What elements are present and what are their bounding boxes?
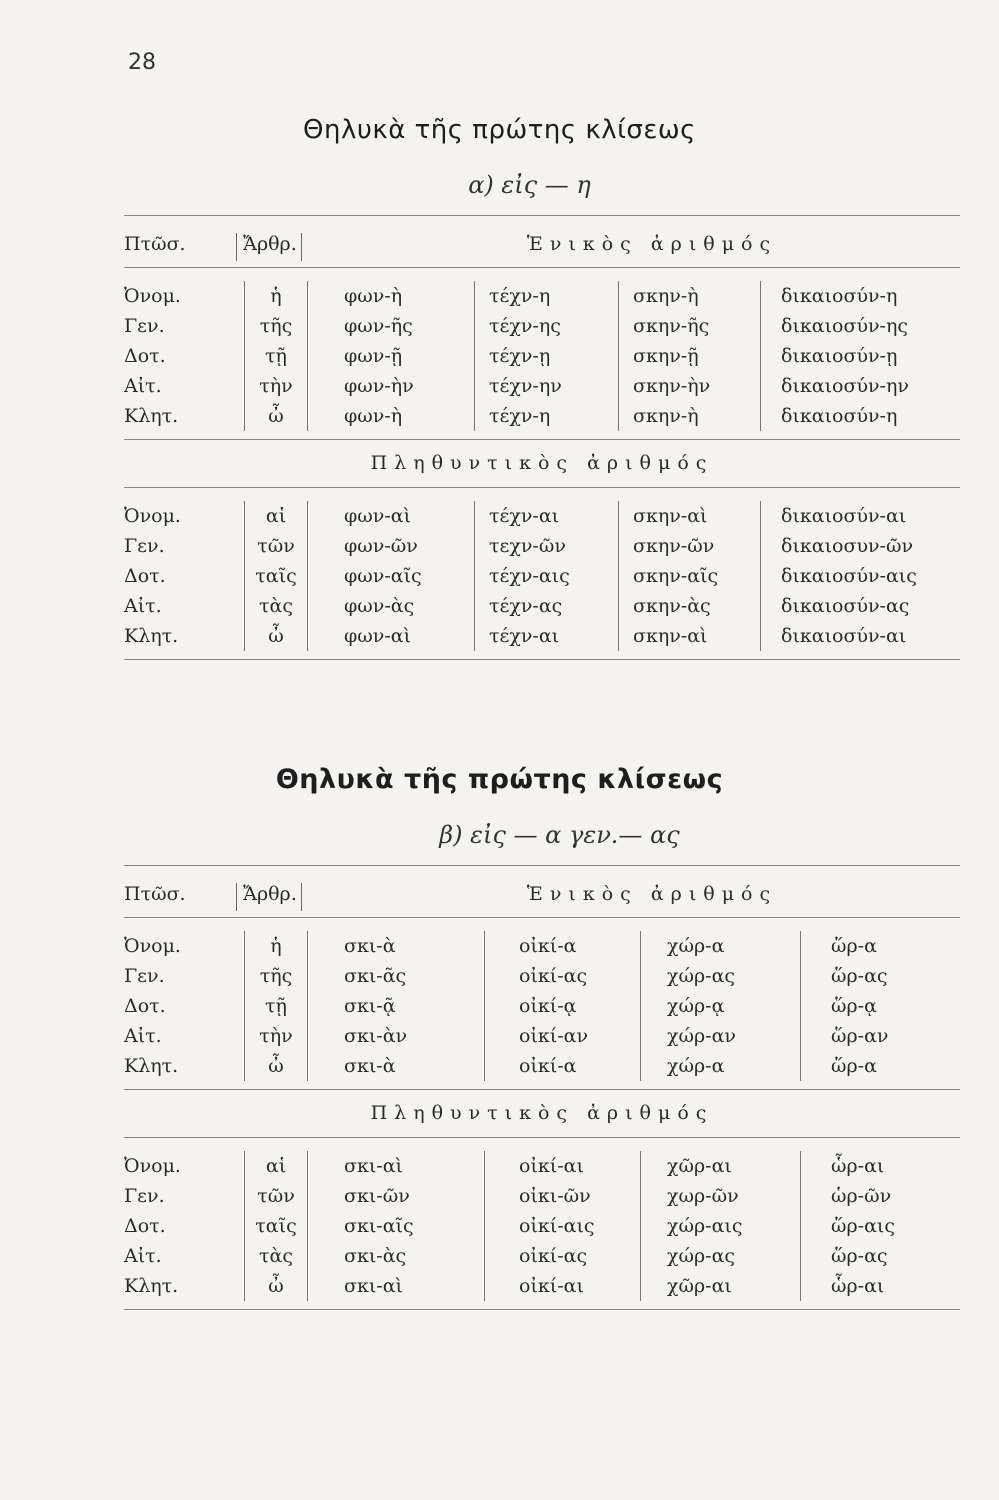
word-form-cell: σκι-ῶν	[344, 1185, 410, 1207]
table-row	[124, 341, 960, 371]
article-cell: αἱ	[244, 1151, 308, 1181]
case-label: Δοτ.	[124, 1215, 166, 1237]
word-form-cell: ὡρ-ῶν	[800, 1181, 891, 1211]
table-row	[124, 961, 960, 991]
word-form-cell: χώρ-ας	[640, 1241, 735, 1271]
word-form-cell: ὥρ-ας	[800, 961, 888, 991]
case-label: Ὀνομ.	[124, 505, 181, 527]
table-row	[124, 1181, 960, 1211]
word-form-cell: χώρ-ᾳ	[640, 991, 724, 1021]
table-row	[124, 1241, 960, 1271]
word-form-cell: οἰκί-α	[484, 1051, 576, 1081]
article-cell: τῆς	[244, 961, 308, 991]
word-form-cell: χώρ-αν	[640, 1021, 736, 1051]
article-cell: ὦ	[244, 1271, 308, 1301]
table-rule	[124, 1309, 960, 1310]
section-subtitle: α) εἰς — η	[468, 171, 591, 199]
case-label: Δοτ.	[124, 995, 166, 1017]
word-form-cell: σκι-ᾶς	[344, 965, 407, 987]
word-form-cell: χώρ-α	[640, 1051, 724, 1081]
table-row	[124, 1021, 960, 1051]
singular-rows	[124, 267, 960, 439]
word-form-cell: δικαιοσύν-η	[760, 401, 897, 431]
word-form-cell: τέχν-η	[474, 281, 550, 311]
case-label: Γεν.	[124, 1185, 165, 1207]
word-form-cell: ὥρ-ᾳ	[800, 991, 877, 1021]
word-form-cell: φων-ὴ	[344, 285, 403, 307]
case-label: Γεν.	[124, 315, 165, 337]
article-cell: αἱ	[244, 501, 308, 531]
word-form-cell: οἰκί-αις	[484, 1211, 595, 1241]
declension-section-b	[0, 755, 999, 1309]
table-header	[124, 215, 960, 267]
word-form-cell: φων-αὶ	[344, 505, 412, 527]
word-form-cell: δικαιοσύν-η	[760, 281, 897, 311]
word-form-cell: φων-ὴν	[344, 375, 414, 397]
word-form-cell: χώρ-αις	[640, 1211, 743, 1241]
singular-header: Ἑνικὸς ἀριθμός	[526, 233, 778, 255]
word-form-cell: δικαιοσυν-ῶν	[760, 531, 913, 561]
word-form-cell: ὥρ-α	[800, 1051, 877, 1081]
word-form-cell: δικαιοσύν-ης	[760, 311, 908, 341]
article-cell: ταῖς	[244, 561, 308, 591]
table-rule	[124, 659, 960, 660]
article-cell: τῆς	[244, 311, 308, 341]
singular-rows	[124, 917, 960, 1089]
plural-header: Πληθυντικὸς ἀριθμός	[370, 452, 714, 474]
case-label: Δοτ.	[124, 565, 166, 587]
table-row	[124, 281, 960, 311]
word-form-cell: σκην-αῖς	[618, 561, 718, 591]
case-label: Ὀνομ.	[124, 285, 181, 307]
word-form-cell: σκην-αὶ	[618, 621, 707, 651]
word-form-cell: δικαιοσύν-αι	[760, 501, 906, 531]
word-form-cell: ὧρ-αι	[800, 1271, 884, 1301]
word-form-cell: φων-ῆς	[344, 315, 413, 337]
word-form-cell: σκην-ὴ	[618, 281, 699, 311]
case-label: Ὀνομ.	[124, 1155, 181, 1177]
word-form-cell: τέχν-αις	[474, 561, 570, 591]
article-cell: τὴν	[244, 371, 308, 401]
word-form-cell: φων-αὶ	[344, 625, 412, 647]
article-cell: ἡ	[244, 931, 308, 961]
case-label: Δοτ.	[124, 345, 166, 367]
word-form-cell: ὥρ-αν	[800, 1021, 888, 1051]
word-form-cell: χωρ-ῶν	[640, 1181, 739, 1211]
word-form-cell: χώρ-ας	[640, 961, 735, 991]
word-form-cell: τεχν-ῶν	[474, 531, 566, 561]
table-row	[124, 1211, 960, 1241]
word-form-cell: σκην-ῇ	[618, 341, 699, 371]
word-form-cell: χώρ-α	[640, 931, 724, 961]
word-form-cell: σκην-ῶν	[618, 531, 714, 561]
case-label: Ὀνομ.	[124, 935, 181, 957]
table-row	[124, 591, 960, 621]
word-form-cell: ὧρ-αι	[800, 1151, 884, 1181]
word-form-cell: τέχν-ην	[474, 371, 562, 401]
word-form-cell: οἰκί-ᾳ	[484, 991, 576, 1021]
section-subtitle: β) εἰς — α γεν.— ας	[439, 821, 680, 849]
word-form-cell: δικαιοσύν-αι	[760, 621, 906, 651]
table-row	[124, 931, 960, 961]
article-cell: τῇ	[244, 991, 308, 1021]
word-form-cell: φων-ῇ	[344, 345, 403, 367]
case-label: Γεν.	[124, 535, 165, 557]
article-cell: τὴν	[244, 1021, 308, 1051]
section-title: Θηλυκὰ τῆς πρώτης κλίσεως	[303, 115, 696, 145]
case-label: Κλητ.	[124, 405, 179, 427]
case-label: Κλητ.	[124, 1275, 179, 1297]
table-header	[124, 865, 960, 917]
word-form-cell: σκι-ὰν	[344, 1025, 408, 1047]
word-form-cell: δικαιοσύν-ην	[760, 371, 909, 401]
word-form-cell: ὥρ-ας	[800, 1241, 888, 1271]
article-cell: τῇ	[244, 341, 308, 371]
word-form-cell: φων-αῖς	[344, 565, 422, 587]
table-row	[124, 1051, 960, 1081]
case-label: Αἰτ.	[124, 375, 162, 397]
word-form-cell: σκι-αῖς	[344, 1215, 414, 1237]
article-cell: ταῖς	[244, 1211, 308, 1241]
word-form-cell: τέχν-αι	[474, 621, 559, 651]
article-cell: ἡ	[244, 281, 308, 311]
plural-rows	[124, 487, 960, 659]
declension-table	[124, 865, 960, 1309]
word-form-cell: σκην-ῆς	[618, 311, 709, 341]
case-label: Αἰτ.	[124, 595, 162, 617]
word-form-cell: φων-ῶν	[344, 535, 418, 557]
article-cell: ὦ	[244, 401, 308, 431]
article-cell: τὰς	[244, 591, 308, 621]
word-form-cell: σκι-αὶ	[344, 1275, 403, 1297]
word-form-cell: χῶρ-αι	[640, 1271, 732, 1301]
case-column-header: Πτῶσ.	[124, 233, 186, 255]
case-label: Κλητ.	[124, 1055, 179, 1077]
word-form-cell: σκην-ὴ	[618, 401, 699, 431]
case-label: Κλητ.	[124, 625, 179, 647]
table-row	[124, 991, 960, 1021]
declension-table	[124, 215, 960, 659]
word-form-cell: ὥρ-α	[800, 931, 877, 961]
word-form-cell: τέχν-ῃ	[474, 341, 550, 371]
article-cell: τῶν	[244, 531, 308, 561]
word-form-cell: τέχν-ας	[474, 591, 562, 621]
declension-section-a	[0, 105, 999, 659]
word-form-cell: σκι-ᾷ	[344, 995, 396, 1017]
article-column-header: Ἄρθρ.	[236, 883, 302, 911]
case-label: Γεν.	[124, 965, 165, 987]
word-form-cell: σκι-ὰ	[344, 1055, 396, 1077]
article-column-header: Ἄρθρ.	[236, 233, 302, 261]
word-form-cell: σκι-ὰ	[344, 935, 396, 957]
table-row	[124, 371, 960, 401]
word-form-cell: σκι-αὶ	[344, 1155, 403, 1177]
case-label: Αἰτ.	[124, 1245, 162, 1267]
table-row	[124, 621, 960, 651]
table-row	[124, 531, 960, 561]
case-label: Αἰτ.	[124, 1025, 162, 1047]
table-row	[124, 401, 960, 431]
article-cell: τῶν	[244, 1181, 308, 1211]
article-cell: ὦ	[244, 621, 308, 651]
table-row	[124, 561, 960, 591]
word-form-cell: δικαιοσύν-ῃ	[760, 341, 897, 371]
word-form-cell: οἰκί-αι	[484, 1151, 584, 1181]
table-row	[124, 501, 960, 531]
table-row	[124, 1271, 960, 1301]
page-number: 28	[128, 50, 156, 75]
plural-header: Πληθυντικὸς ἀριθμός	[370, 1102, 714, 1124]
section-title: Θηλυκὰ τῆς πρώτης κλίσεως	[275, 764, 724, 795]
word-form-cell: σκην-ὰς	[618, 591, 711, 621]
word-form-cell: σκην-ὴν	[618, 371, 710, 401]
word-form-cell: οἰκί-ας	[484, 961, 587, 991]
word-form-cell: ὥρ-αις	[800, 1211, 895, 1241]
word-form-cell: δικαιοσύν-αις	[760, 561, 917, 591]
article-cell: τὰς	[244, 1241, 308, 1271]
word-form-cell: τέχν-η	[474, 401, 550, 431]
case-column-header: Πτῶσ.	[124, 883, 186, 905]
word-form-cell: φων-ὴ	[344, 405, 403, 427]
word-form-cell: σκι-ὰς	[344, 1245, 407, 1267]
word-form-cell: οἰκι-ῶν	[484, 1181, 591, 1211]
plural-rows	[124, 1137, 960, 1309]
article-cell: ὦ	[244, 1051, 308, 1081]
singular-header: Ἑνικὸς ἀριθμός	[526, 883, 778, 905]
word-form-cell: σκην-αὶ	[618, 501, 707, 531]
word-form-cell: χῶρ-αι	[640, 1151, 732, 1181]
word-form-cell: οἰκί-αν	[484, 1021, 588, 1051]
word-form-cell: τέχν-ης	[474, 311, 561, 341]
word-form-cell: φων-ὰς	[344, 595, 415, 617]
word-form-cell: δικαιοσύν-ας	[760, 591, 909, 621]
word-form-cell: οἰκί-α	[484, 931, 576, 961]
word-form-cell: οἰκί-αι	[484, 1271, 584, 1301]
table-row	[124, 1151, 960, 1181]
word-form-cell: οἰκί-ας	[484, 1241, 587, 1271]
table-row	[124, 311, 960, 341]
word-form-cell: τέχν-αι	[474, 501, 559, 531]
